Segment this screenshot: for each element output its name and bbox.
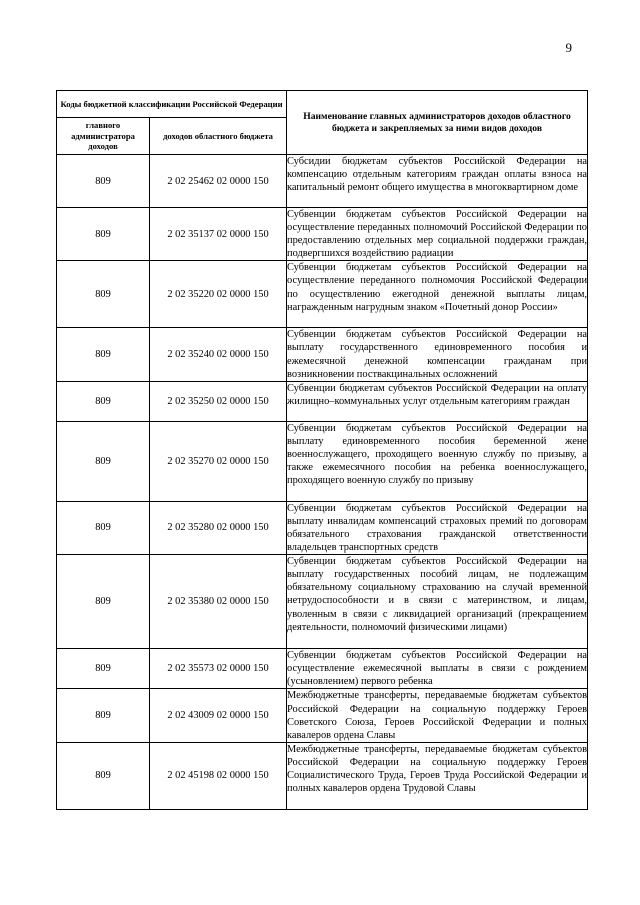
admin-code-cell: 809 [57,155,150,208]
income-code-cell: 2 02 25462 02 0000 150 [150,155,287,208]
admin-code-cell: 809 [57,261,150,328]
income-code-cell: 2 02 35240 02 0000 150 [150,328,287,381]
table-row [57,328,588,381]
admin-code-cell: 809 [57,501,150,554]
table-row [57,742,588,809]
table-row [57,261,588,328]
table-row [57,381,588,421]
income-name-cell: Субвенции бюджетам субъектов Российской Федерации на осуществление переданного полномочия Российской Федерации по осуществлению ежегодной денежной выплаты лицам, награжденным нагрудным знаком «Почетный донор России» [287,261,588,328]
income-code-cell: 2 02 43009 02 0000 150 [150,689,287,742]
income-code-cell: 2 02 35280 02 0000 150 [150,501,287,554]
admin-code-cell: 809 [57,208,150,261]
admin-code-cell: 809 [57,742,150,809]
income-code-cell: 2 02 45198 02 0000 150 [150,742,287,809]
income-name-cell: Субвенции бюджетам субъектов Российской Федерации на выплату единовременного пособия беременной жене военнослужащего, проходящего военную службу по призыву, а также ежемесячного пособия на ребенка военнослужащего, проходящего военную службу по призыву [287,421,588,501]
page-number: 9 [565,40,572,55]
income-code-cell: 2 02 35250 02 0000 150 [150,381,287,421]
income-name-cell: Субвенции бюджетам субъектов Российской Федерации на осуществление переданных полномочий Российской Федерации по предоставлению отдельных мер социальной поддержки граждан, подвергшихся воздействию радиации [287,209,588,260]
income-name-cell: Субвенции бюджетам субъектов Российской Федерации на выплату государственного единовременного пособия и ежемесячной денежной компенсации гражданам при возникновении поствакцинальных осложнений [287,329,588,380]
table-row [57,689,588,742]
income-name-cell: Субвенции бюджетам субъектов Российской Федерации на выплату инвалидам компенсаций страховых премий по договорам обязательного страхования гражданской ответственности владельцев транспортных средств [287,502,588,554]
income-name-cell: Субсидии бюджетам субъектов Российской Федерации на компенсацию отдельным категориям граждан оплаты взноса на капитальный ремонт общего имущества в многоквартирном доме [287,155,588,208]
table-row [57,421,588,501]
income-code-cell: 2 02 35137 02 0000 150 [150,208,287,261]
table-row [57,649,588,689]
income-code-cell: 2 02 35380 02 0000 150 [150,555,287,649]
income-name-cell: Субвенции бюджетам субъектов Российской Федерации на выплату государственных пособий лицам, не подлежащим обязательному социальному страхованию на случай временной нетрудоспособности и в связи с материнством, и лицам, уволенным в связи с ликвидацией организаций (прекращением деятельности, полномочий физическими лицами) [287,555,588,649]
income-name-cell: Субвенции бюджетам субъектов Российской Федерации на осуществление ежемесячной выплаты в связи с рождением (усыновлением) первого ребенка [287,650,588,688]
admin-code-cell: 809 [57,328,150,381]
income-code-cell: 2 02 35573 02 0000 150 [150,649,287,689]
admin-code-cell: 809 [57,649,150,689]
header-codes-group: Коды бюджетной классификации Российской Федерации [57,91,287,118]
admin-code-cell: 809 [57,421,150,501]
income-code-cell: 2 02 35220 02 0000 150 [150,261,287,328]
income-name-cell: Межбюджетные трансферты, передаваемые бюджетам субъектов Российской Федерации на социальную поддержку Героев Советского Союза, Героев Российской Федерации и полных кавалеров ордена Славы [287,690,588,741]
income-code-cell: 2 02 35270 02 0000 150 [150,421,287,501]
table-row [57,155,588,208]
income-name-cell: Субвенции бюджетам субъектов Российской Федерации на оплату жилищно–коммунальных услуг отдельным категориям граждан [287,381,588,421]
table-row [57,208,588,261]
header-name-column: Наименование главных администраторов доходов областного бюджета и закрепляемых за ними видов доходов [287,91,588,155]
admin-code-cell: 809 [57,689,150,742]
header-income-column: доходов областного бюджета [150,118,287,155]
admin-code-cell: 809 [57,381,150,421]
admin-code-cell: 809 [57,555,150,649]
table-row [57,555,588,649]
header-admin-column: главного администратора доходов [57,118,150,155]
table-row [57,501,588,554]
income-name-cell: Межбюджетные трансферты, передаваемые бюджетам субъектов Российской Федерации на социальную поддержку Героев Социалистического Труда, Героев Труда Российской Федерации и полных кавалеров ордена Трудовой Славы [287,742,588,809]
budget-codes-table [56,90,588,810]
